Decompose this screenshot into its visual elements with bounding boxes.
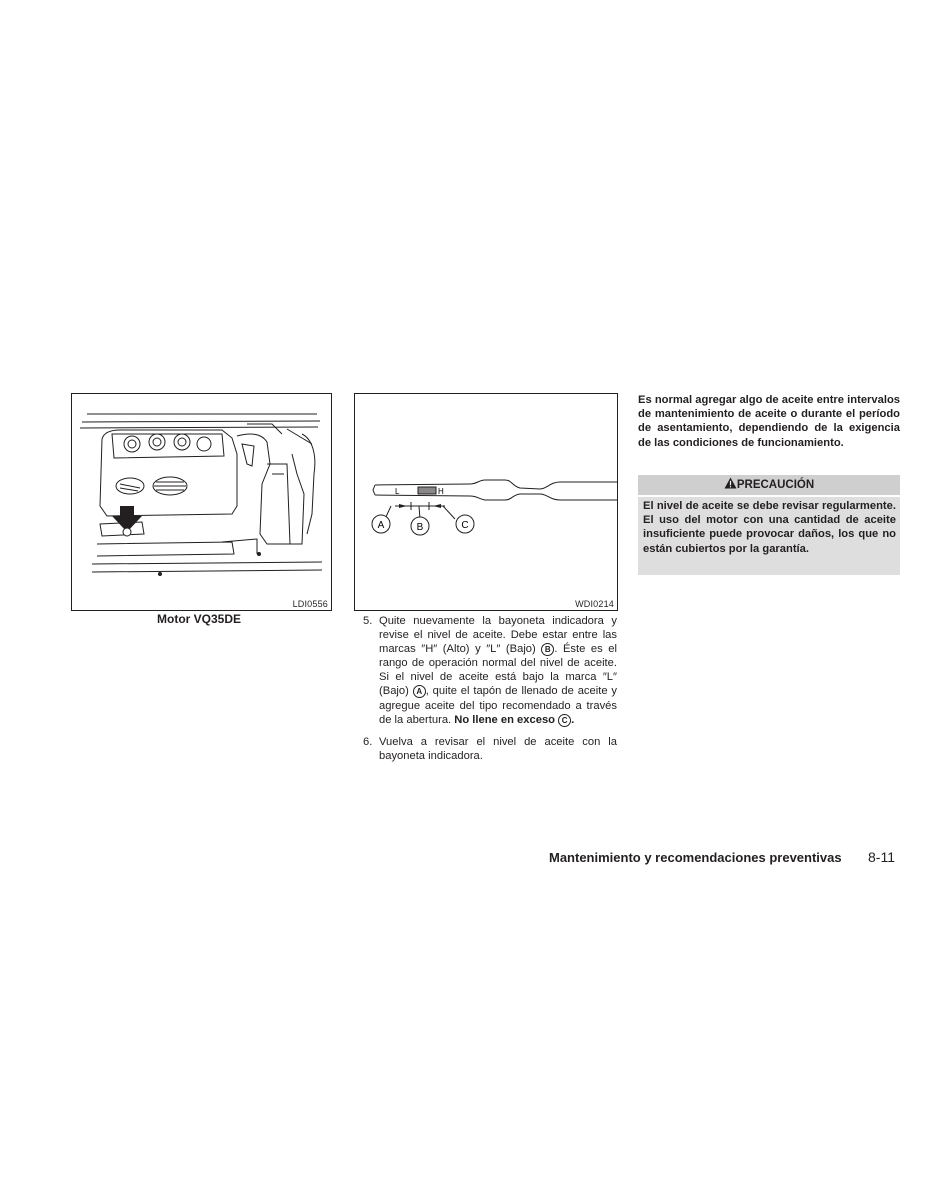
stick-mark-h: H	[438, 487, 444, 496]
step-5	[363, 614, 617, 727]
engine-illustration	[72, 394, 331, 594]
section-title: Mantenimiento y recomendaciones preventivas	[549, 850, 842, 865]
dipstick-figure	[354, 393, 618, 611]
stick-mark-l: L	[395, 487, 400, 496]
step-6	[363, 735, 617, 763]
callout-c: C	[461, 520, 469, 531]
callout-c-icon: C	[558, 714, 571, 727]
step-text: Quite nuevamente la bayoneta indicadora y revise el nivel de aceite. Debe estar entre las marcas ″H″ (Alto) y ″L″ (Bajo) B . Éste es el rango de operación normal del nivel de aceite. Si el nivel de aceite está bajo la marca ″L″ (Bajo) A , quite el tapón de llenado de aceite y agregue aceite del tipo recomendado a través de la abertura. No llene en exceso C .	[379, 615, 618, 726]
callout-a-icon: A	[413, 685, 426, 698]
callout-b: B	[416, 522, 424, 533]
steps-list	[363, 614, 617, 771]
figure-caption: Motor VQ35DE	[157, 612, 242, 626]
step-number: 5.	[363, 615, 373, 627]
step-number: 6.	[363, 735, 373, 748]
callout-a: A	[377, 520, 385, 531]
figure-code: WDI0214	[575, 599, 614, 609]
caution-body: El nivel de aceite se debe revisar regularmente. El uso del motor con una cantidad de aceite insuficiente puede provocar daños, los que no están cubiertos por la garantía.	[638, 497, 900, 575]
caution-header	[638, 475, 900, 495]
warning-triangle-icon	[724, 477, 737, 489]
step-text: Vuelva a revisar el nivel de aceite con la bayoneta indicadora.	[379, 735, 617, 762]
page-number: 8-11	[868, 849, 895, 865]
dipstick-illustration	[355, 394, 617, 594]
caution-title: PRECAUCIÓN	[736, 479, 815, 491]
callout-b-icon: B	[541, 643, 554, 656]
figure-code: LDI0556	[292, 599, 328, 609]
info-paragraph: Es normal agregar algo de aceite entre intervalos de mantenimiento de aceite o durante el período de asentamiento, dependiendo de la exigencia de las condiciones de funcionamiento.	[638, 394, 900, 449]
engine-figure	[71, 393, 332, 611]
